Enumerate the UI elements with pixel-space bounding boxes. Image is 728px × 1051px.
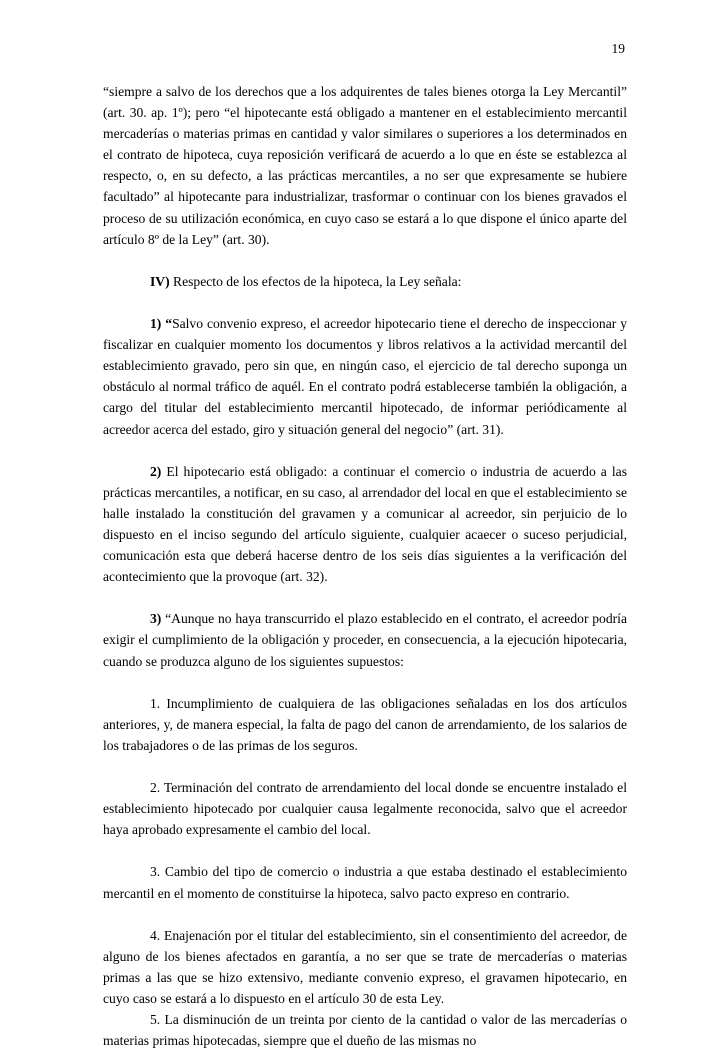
paragraph-item-1 — [103, 313, 627, 440]
opening-quote: “ — [161, 316, 173, 332]
paragraph-text: Respecto de los efectos de la hipoteca, la Ley señala: — [169, 273, 462, 289]
list-item-2: 2. Terminación del contrato de arrendamiento del local donde se encuentre instalado el establecimiento hipotecado por cualquier causa legalmente reconocida, salvo que el acreedor haya aprobado expresamente el cambio del local. — [103, 780, 627, 838]
section-marker: IV) — [150, 273, 170, 289]
item-marker: 1) — [150, 316, 162, 332]
paragraph-continuation: “siempre a salvo de los derechos que a los adquirentes de tales bienes otorga la Ley Mercantil” (art. 30. ap. 1º); pero “el hipotecante está obligado a mantener en el establecimiento mercantil mercaderías o materias primas en cantidad y valor similares o superiores a los determinados en el contrato de hipoteca, cuya reposición verificará de acuerdo a lo que en éste se establezca al respecto, o, en su defecto, a las prácticas mercantiles, a no ser que expresamente se hubiere facultado” al hipotecante para industrializar, trasformar o continuar con los bienes gravados el proceso de su utilización económica, en cuyo caso se estará a lo que dispone el único aparte del artículo 8º de la Ley” (art. 30). — [103, 84, 627, 247]
item-marker: 3) — [150, 611, 162, 627]
page-number: 19 — [611, 41, 625, 56]
paragraph-item-3 — [103, 608, 627, 671]
document-body — [103, 81, 627, 1051]
list-item-3: 3. Cambio del tipo de comercio o industria a que estaba destinado el establecimiento mercantil en el momento de constituirse la hipoteca, salvo pacto expreso en contrario. — [103, 864, 627, 901]
list-item-1: 1. Incumplimiento de cualquiera de las obligaciones señaladas en los dos artículos anteriores, y, de manera especial, la falta de pago del canon de arrendamiento, de los salarios de los trabajadores o de las primas de los seguros. — [103, 695, 627, 753]
paragraph-item-2 — [103, 461, 627, 588]
paragraph-text: “Aunque no haya transcurrido el plazo establecido en el contrato, el acreedor podría exigir el cumplimiento de la obligación y proceder, en consecuencia, a la ejecución hipotecaria, cuando se produzca alguno de los siguientes supuestos: — [103, 611, 627, 669]
paragraph-text: El hipotecario está obligado: a continuar el comercio o industria de acuerdo a las prácticas mercantiles, a notificar, en su caso, al arrendador del local en que el establecimiento se halle instalado la constitución del gravamen y a comunicar al acreedor, sin perjuicio de lo dispuesto en el inciso segundo del artículo siguiente, cualquier acaecer o suceso perjudicial, comunicación esta que deberá hacerse dentro de los seis días siguientes a la verificación del acontecimiento que la provoque (art. 32). — [103, 463, 627, 585]
list-item-4: 4. Enajenación por el titular del establecimiento, sin el consentimiento del acreedor, de alguno de los bienes afectados en garantía, a no ser que se trate de mercaderías o materias primas a las que se hizo extensivo, mediante convenio expreso, el gravamen hipotecario, en cuyo caso se estará a lo dispuesto en el artículo 30 de esta Ley. — [103, 927, 627, 1007]
paragraph-text: Salvo convenio expreso, el acreedor hipotecario tiene el derecho de inspeccionar y fiscalizar en cualquier momento los documentos y libros relativos a la actividad mercantil del establecimiento gravado, pero sin que, en ningún caso, el ejercicio de tal derecho suponga un obstáculo al normal tráfico de aquél. En el contrato podrá establecerse también la obligación, a cargo del titular del establecimiento mercantil hipotecado, de informar periódicamente al acreedor acerca del estado, giro y situación general del negocio” (art. 31). — [103, 316, 628, 437]
item-marker: 2) — [150, 463, 162, 479]
list-item-5: 5. La disminución de un treinta por ciento de la cantidad o valor de las mercaderías o materias primas hipotecadas, siempre que el dueño de las mismas no — [103, 1012, 627, 1049]
paragraph-section-iv — [103, 271, 627, 292]
